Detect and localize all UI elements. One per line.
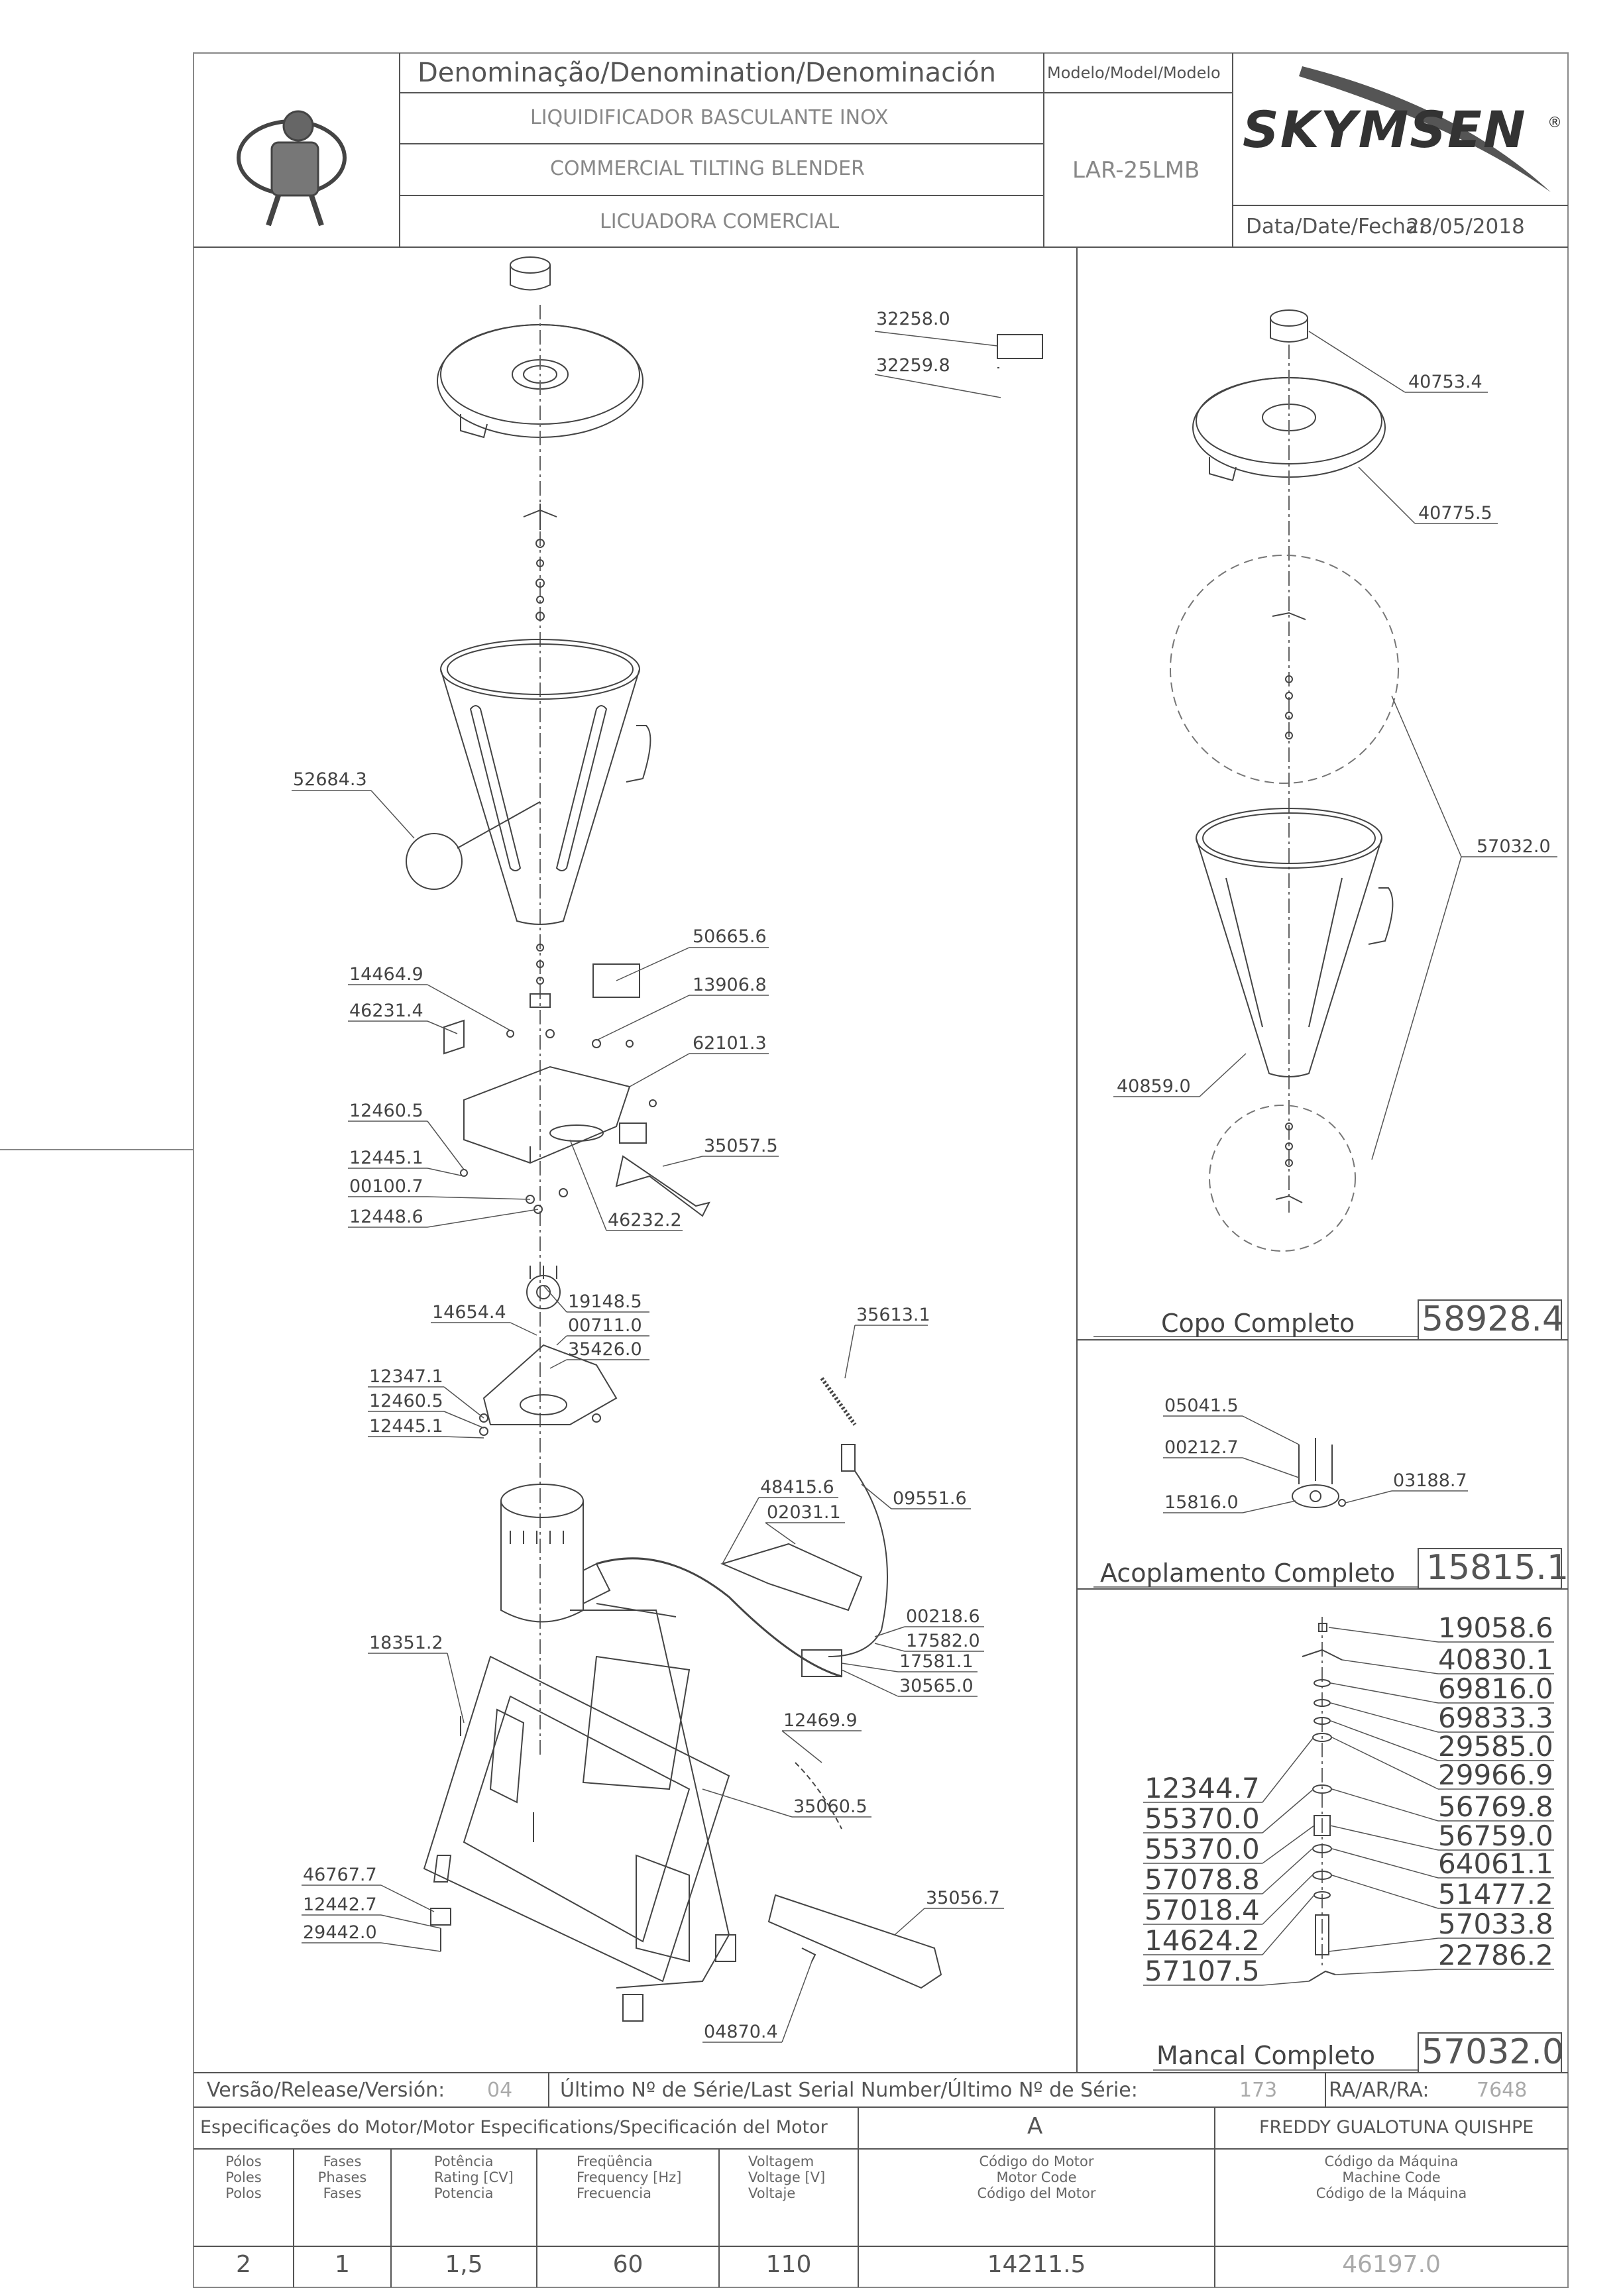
col-power-header (391, 2154, 537, 2201)
col-poles-header (194, 2154, 294, 2201)
part-label: 56769.8 (1438, 1790, 1553, 1823)
serial-label: Último Nº de Série/Last Serial Number/Último Nº de Série: (560, 2079, 1138, 2102)
part-label: 64061.1 (1438, 1847, 1553, 1880)
part-label: 09551.6 (893, 1488, 967, 1509)
header-line: Pólos (225, 2154, 262, 2169)
part-label: 12445.1 (349, 1148, 423, 1168)
header-line: Motor Code (996, 2169, 1077, 2185)
part-label: 57018.4 (1145, 1894, 1260, 1926)
cup-assembly-view (1170, 310, 1398, 1251)
header-line: Voltage [V] (748, 2169, 826, 2185)
part-label: 12344.7 (1145, 1772, 1260, 1804)
header-line: Rating [CV] (434, 2169, 514, 2185)
date-label: Data/Date/Fecha: (1246, 215, 1426, 239)
part-label: 35426.0 (568, 1339, 642, 1360)
part-label: 46767.7 (303, 1865, 377, 1885)
coupling-assembly-title: Acoplamento Completo (1100, 1558, 1396, 1588)
part-label: 55370.0 (1145, 1802, 1260, 1835)
part-label: 02031.1 (767, 1502, 841, 1523)
cup-assembly-code: 58928.4 (1422, 1299, 1565, 1339)
part-label: 62101.3 (693, 1033, 767, 1054)
date-value: 28/05/2018 (1406, 215, 1525, 239)
bearing-assembly-view (1302, 1617, 1342, 1981)
part-label: 19148.5 (568, 1291, 642, 1312)
part-label: 05041.5 (1164, 1395, 1239, 1416)
col-voltage-header (719, 2154, 858, 2201)
header-line: Código del Motor (977, 2185, 1096, 2201)
ra-value: 7648 (1477, 2079, 1528, 2102)
version-label: Versão/Release/Versión: (207, 2079, 445, 2102)
header-line: Fases (323, 2154, 362, 2169)
model-value: LAR-25LMB (1072, 157, 1200, 184)
header-line: Frequency [Hz] (577, 2169, 682, 2185)
part-label: 51477.2 (1438, 1878, 1553, 1910)
brand-logo: SKYMSEN (1243, 100, 1527, 159)
part-label: 32258.0 (876, 309, 950, 329)
part-label: 50665.6 (693, 926, 767, 947)
part-label: 18351.2 (369, 1633, 443, 1653)
part-label: 40775.5 (1418, 503, 1492, 523)
part-label: 19058.6 (1438, 1612, 1553, 1644)
cup-leader-lines (1113, 331, 1557, 1160)
part-label: 12448.6 (349, 1207, 423, 1227)
part-label: 12445.1 (369, 1416, 443, 1437)
voltage-value: 110 (765, 2251, 812, 2278)
part-label: 30565.0 (899, 1676, 974, 1696)
part-label: 29966.9 (1438, 1759, 1553, 1791)
part-label: 00100.7 (349, 1176, 423, 1197)
part-label: 04870.4 (704, 2022, 778, 2042)
model-title: Modelo/Model/Modelo (1047, 64, 1221, 82)
part-label: 17581.1 (899, 1651, 974, 1672)
part-label: 32259.8 (876, 355, 950, 376)
part-label: 57032.0 (1477, 836, 1551, 857)
frequency-value: 60 (612, 2251, 644, 2278)
cup-assembly-title: Copo Completo (1161, 1309, 1355, 1338)
part-label: 00218.6 (906, 1606, 980, 1627)
part-label: 46232.2 (608, 1210, 682, 1230)
part-label: 12469.9 (783, 1710, 858, 1731)
header-line: Freqüência (577, 2154, 653, 2169)
part-label: 52684.3 (293, 769, 367, 790)
part-label: 29442.0 (303, 1922, 377, 1943)
coupling-assembly-code: 15815.1 (1426, 1548, 1569, 1588)
part-label: 14654.4 (432, 1302, 506, 1323)
part-label: 35056.7 (926, 1888, 1000, 1908)
header-line: Voltaje (748, 2185, 796, 2201)
motor-spec-label: Especificações do Motor/Motor Especifications/Specificación del Motor (200, 2117, 828, 2138)
technician-name: FREDDY GUALOTUNA QUISHPE (1259, 2117, 1534, 2138)
part-label: 56759.0 (1438, 1820, 1553, 1852)
part-label: 12460.5 (349, 1101, 423, 1121)
product-name-en: COMMERCIAL TILTING BLENDER (550, 157, 865, 180)
authorized-service-stamp-icon (239, 111, 345, 225)
part-label: 14624.2 (1145, 1924, 1260, 1957)
header-line: Código do Motor (979, 2154, 1094, 2169)
part-label: 57033.8 (1438, 1908, 1553, 1940)
header-line: Código da Máquina (1324, 2154, 1459, 2169)
part-label: 40830.1 (1438, 1643, 1553, 1676)
part-label: 69833.3 (1438, 1702, 1553, 1734)
phases-value: 1 (335, 2251, 350, 2278)
part-label: 22786.2 (1438, 1939, 1553, 1971)
part-label: 48415.6 (760, 1477, 834, 1498)
col-frequency-header (537, 2154, 719, 2201)
col-phases-header (294, 2154, 391, 2201)
part-label: 13906.8 (693, 975, 767, 995)
part-label: 15816.0 (1164, 1492, 1239, 1513)
part-label: 35057.5 (704, 1136, 778, 1156)
part-label: 17582.0 (906, 1631, 980, 1651)
header-line: Código de la Máquina (1315, 2185, 1467, 2201)
header-line: Machine Code (1342, 2169, 1441, 2185)
machine-code-value: 46197.0 (1342, 2251, 1441, 2278)
part-label: 40753.4 (1408, 372, 1483, 392)
header-line: Poles (225, 2169, 262, 2185)
coupling-assembly-view (1292, 1438, 1345, 1507)
part-label: 12442.7 (303, 1894, 377, 1915)
col-machine-code-header (1215, 2154, 1568, 2201)
part-label: 35613.1 (856, 1305, 930, 1325)
part-label: 00711.0 (568, 1315, 642, 1336)
header-line: Potencia (434, 2185, 494, 2201)
ra-label: RA/AR/RA: (1329, 2079, 1429, 2102)
part-label: 29585.0 (1438, 1730, 1553, 1763)
part-label: 12460.5 (369, 1391, 443, 1411)
power-value: 1,5 (445, 2251, 483, 2278)
denomination-title: Denominação/Denomination/Denominación (418, 58, 997, 88)
col-motor-code-header (858, 2154, 1215, 2201)
header-line: Phases (317, 2169, 367, 2185)
product-name-es: LICUADORA COMERCIAL (600, 210, 840, 233)
serial-value: 173 (1239, 2079, 1278, 2102)
motor-letter: A (1027, 2113, 1043, 2140)
version-value: 04 (487, 2079, 513, 2102)
header-line: Polos (225, 2185, 262, 2201)
part-label: 69816.0 (1438, 1672, 1553, 1705)
header-line: Voltagem (748, 2154, 814, 2169)
motor-code-value: 14211.5 (987, 2251, 1086, 2278)
part-label: 14464.9 (349, 964, 423, 985)
bearing-assembly-title: Mancal Completo (1156, 2041, 1375, 2070)
brand-registered-mark: ® (1547, 115, 1562, 131)
part-label: 46231.4 (349, 1001, 423, 1021)
part-label: 57078.8 (1145, 1863, 1260, 1896)
part-label: 57107.5 (1145, 1955, 1260, 1987)
header-line: Potência (434, 2154, 494, 2169)
poles-value: 2 (236, 2251, 251, 2278)
part-label: 55370.0 (1145, 1833, 1260, 1865)
header-line: Fases (323, 2185, 362, 2201)
product-name-pt: LIQUIDIFICADOR BASCULANTE INOX (530, 106, 889, 129)
part-label: 35060.5 (793, 1796, 867, 1817)
part-label: 00212.7 (1164, 1437, 1239, 1458)
part-label: 03188.7 (1393, 1470, 1467, 1491)
part-label: 12347.1 (369, 1366, 443, 1387)
bearing-assembly-code: 57032.0 (1422, 2032, 1565, 2072)
part-label: 40859.0 (1117, 1076, 1191, 1097)
header-line: Frecuencia (577, 2185, 651, 2201)
